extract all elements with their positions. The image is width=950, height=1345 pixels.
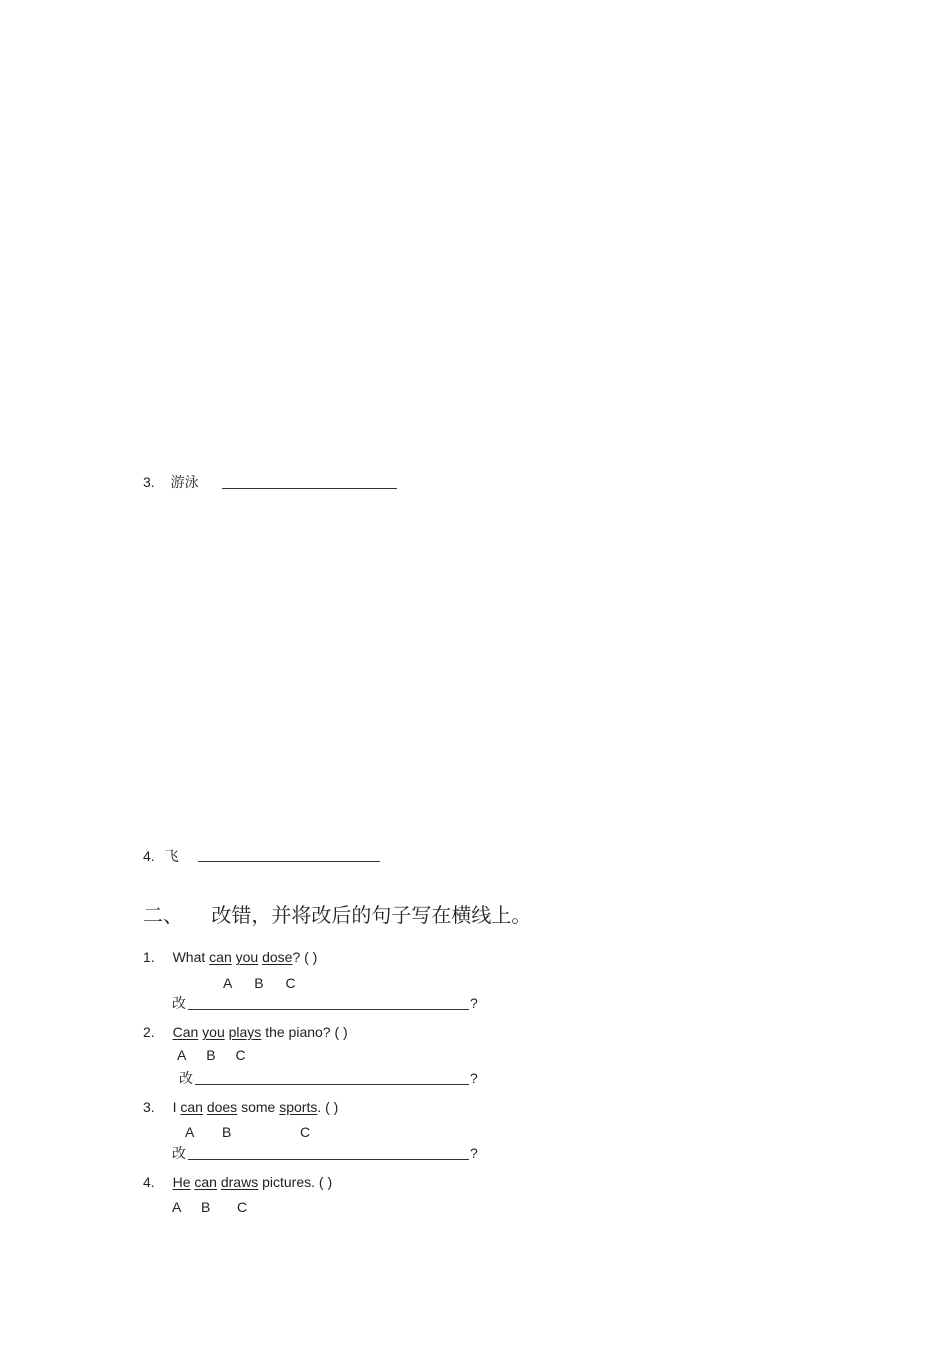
option-a: A [223, 975, 233, 991]
question-number: 4. [143, 1174, 155, 1190]
vocab-item-3 [143, 473, 199, 491]
underlined-c: draws [220, 1174, 259, 1190]
answer-blank[interactable] [222, 488, 397, 489]
underlined-a: can [180, 1099, 203, 1115]
question-number: 2. [143, 1024, 155, 1040]
sentence-text: some [237, 1099, 280, 1115]
option-a: A [172, 1199, 182, 1215]
underlined-b: can [194, 1174, 217, 1190]
option-c: C [300, 1124, 311, 1140]
answer-bracket[interactable]: ? ( ) [292, 949, 318, 965]
underlined-a: He [172, 1174, 191, 1190]
section-title: 改错，并将改后的句子写在横线上。 [211, 903, 532, 927]
section-number: 二、 [143, 903, 183, 927]
option-c: C [285, 975, 296, 991]
options-row [223, 974, 296, 992]
option-b: B [206, 1047, 216, 1063]
question-number: 1. [143, 949, 155, 965]
sentence-text: What [172, 949, 210, 965]
correction-blank[interactable] [195, 1084, 469, 1085]
question-2 [143, 1023, 348, 1041]
sentence-text: I [172, 1099, 181, 1115]
correction-label: 改 [172, 995, 186, 1011]
underlined-b: you [235, 949, 259, 965]
answer-bracket[interactable]: the piano? ( ) [261, 1024, 348, 1040]
option-b: B [201, 1199, 211, 1215]
vocab-item-4 [143, 847, 179, 865]
question-number: 3. [143, 1099, 155, 1115]
section-heading [143, 903, 531, 927]
item-word: 游泳 [170, 474, 199, 490]
underlined-c: sports [279, 1099, 318, 1115]
option-c: C [237, 1199, 248, 1215]
question-3 [143, 1098, 338, 1116]
option-b: B [254, 975, 264, 991]
question-1 [143, 948, 317, 966]
item-word: 飞 [164, 848, 179, 864]
correction-label: 改 [172, 1145, 186, 1161]
option-a: A [177, 1047, 187, 1063]
underlined-b: you [202, 1024, 225, 1040]
underlined-b: does [206, 1099, 238, 1115]
answer-blank[interactable] [198, 861, 380, 862]
question-mark: ? [470, 1145, 478, 1161]
item-number: 3. [143, 474, 155, 490]
option-c: C [235, 1047, 246, 1063]
correction-label: 改 [179, 1070, 193, 1086]
question-mark: ? [470, 995, 478, 1011]
correction-blank[interactable] [188, 1009, 469, 1010]
answer-bracket[interactable]: . ( ) [317, 1099, 339, 1115]
answer-bracket[interactable]: pictures. ( ) [258, 1174, 333, 1190]
option-a: A [185, 1124, 195, 1140]
underlined-a: Can [172, 1024, 199, 1040]
option-b: B [222, 1124, 232, 1140]
correction-blank[interactable] [188, 1159, 469, 1160]
item-number: 4. [143, 848, 155, 864]
question-mark: ? [470, 1070, 478, 1086]
underlined-c: dose [262, 949, 293, 965]
underlined-a: can [209, 949, 232, 965]
options-row [177, 1046, 246, 1064]
underlined-c: plays [228, 1024, 262, 1040]
question-4 [143, 1173, 332, 1191]
